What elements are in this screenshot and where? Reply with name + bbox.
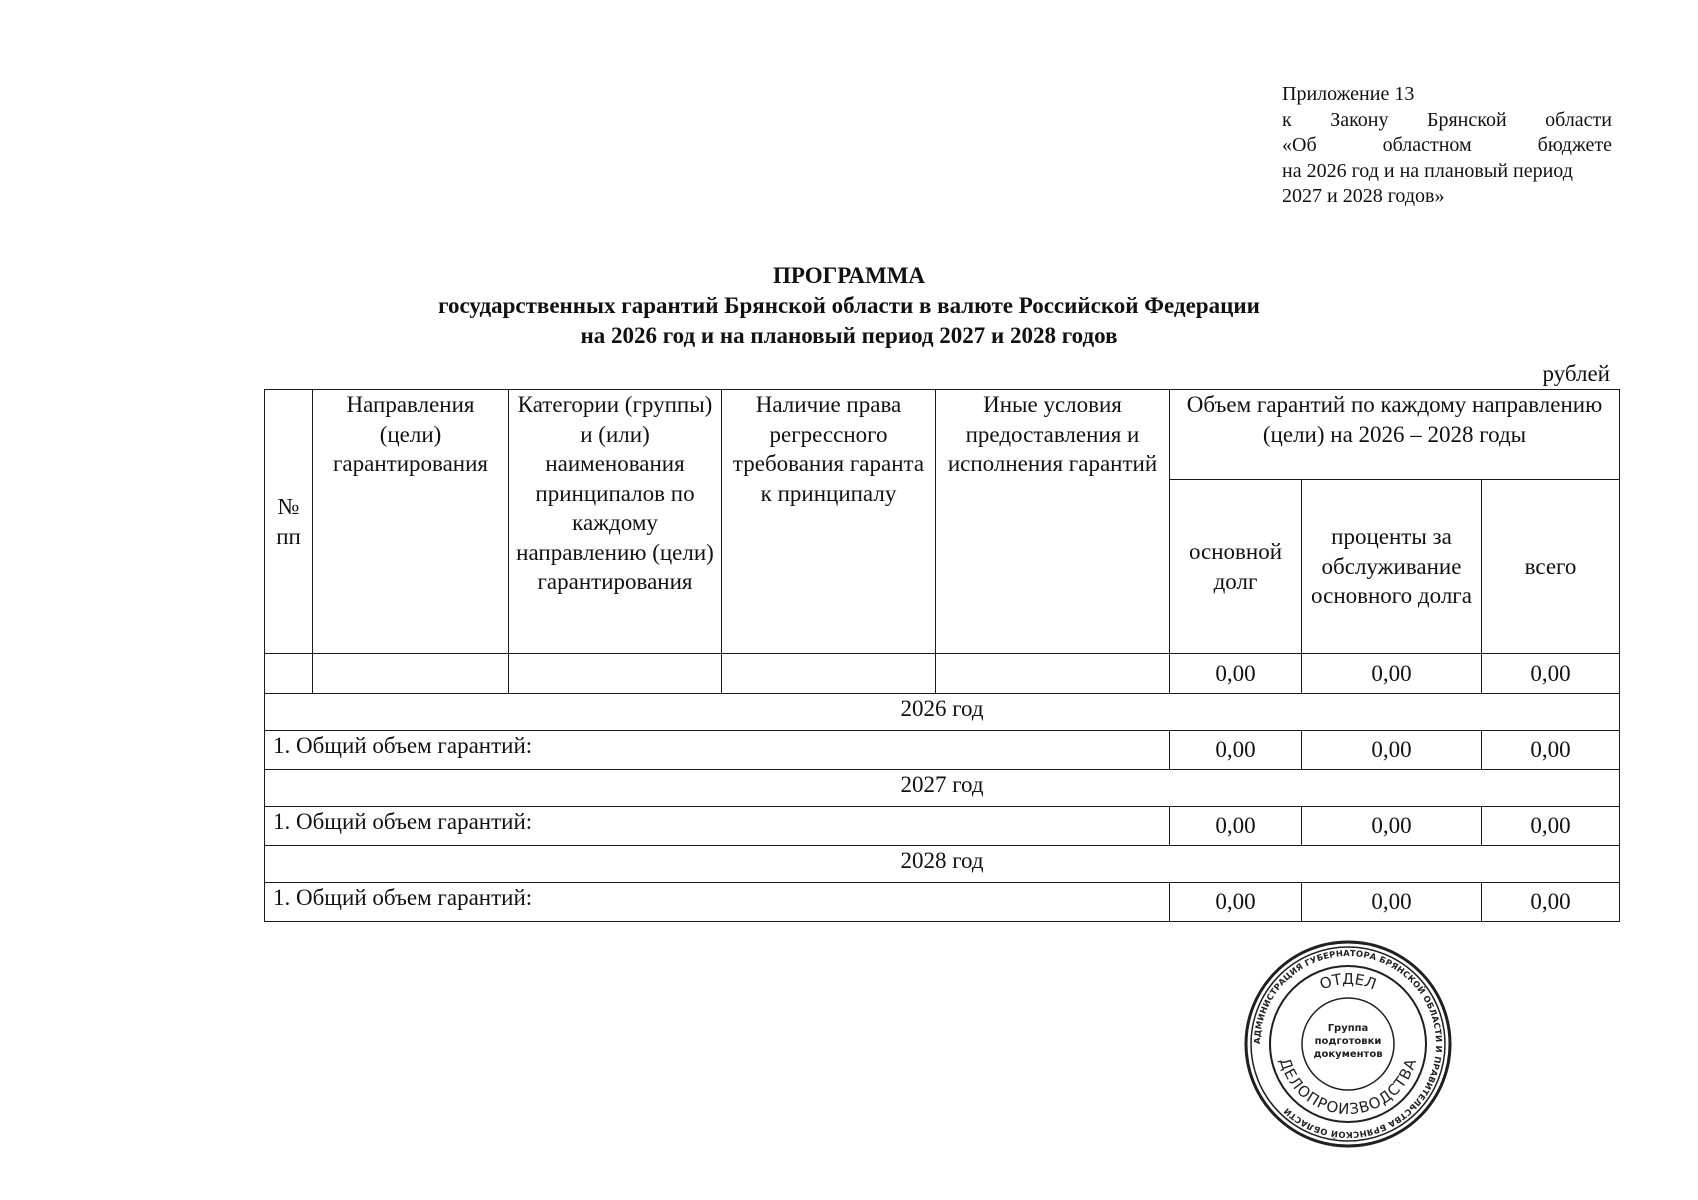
header-categories: Категории (группы) и (или) наименования принципалов по каждому направлению (цели) гарантирования [509,390,722,654]
year-label: 2026 год [265,694,1620,731]
table-header-row [265,390,1620,480]
year-label: 2027 год [265,770,1620,807]
stamp-center-text: Группа подготовки документов [1313,1023,1383,1060]
total-interest: 0,00 [1302,731,1482,770]
stamp-outer-text: АДМИНИСТРАЦИЯ ГУБЕРНАТОРА БРЯНСКОЙ ОБЛАСТИ И ПРАВИТЕЛЬСТВА БРЯНСКОЙ ОБЛАСТИ [1251,947,1445,1141]
appendix-line-4: на 2026 год и на плановый период [1282,159,1573,182]
total-principal: 0,00 [1170,731,1302,770]
total-sum: 0,00 [1482,731,1620,770]
appendix-line-5: 2027 и 2028 годов» [1282,185,1445,207]
header-total: всего [1482,480,1620,654]
total-row-2028 [265,883,1620,922]
year-row-2028 [265,846,1620,883]
cell-number [265,654,313,694]
total-interest: 0,00 [1302,807,1482,846]
stamp-inner-top: ОТДЕЛ [1317,969,1379,994]
total-row-2026 [265,731,1620,770]
total-sum: 0,00 [1482,807,1620,846]
total-label: 1. Общий объем гарантий: [265,807,1170,846]
total-interest: 0,00 [1302,883,1482,922]
department-stamp [1242,938,1454,1150]
document-subtitle-1: государственных гарантий Брянской области в валюте Российской Федерации [438,293,1260,318]
total-principal: 0,00 [1170,807,1302,846]
header-number: № пп [265,390,313,654]
header-volume: Объем гарантий по каждому направлению (цели) на 2026 – 2028 годы [1170,390,1620,480]
header-other-conditions: Иные условия предоставления и исполнения гарантий [936,390,1170,654]
total-row-2027 [265,807,1620,846]
header-directions: Направления (цели) гарантирования [313,390,509,654]
cell-other [936,654,1170,694]
total-label: 1. Общий объем гарантий: [265,731,1170,770]
header-regress: Наличие права регрессного требования гаранта к принципалу [722,390,936,654]
document-subtitle-2: на 2026 год и на плановый период 2027 и 2028 годов [580,323,1118,348]
svg-text:ОТДЕЛ [1317,970,1379,993]
appendix-block [1282,82,1612,210]
appendix-line-2: к Закону Брянской области [1282,108,1612,131]
guarantees-table [264,389,1620,922]
stamp-inner-bottom: ДЕЛОПРОИЗВОДСТВА [1275,1055,1421,1119]
total-label: 1. Общий объем гарантий: [265,883,1170,922]
header-principal: основной долг [1170,480,1302,654]
cell-interest: 0,00 [1302,654,1482,694]
table-row [265,654,1620,694]
appendix-line-1: Приложение 13 [1282,83,1415,105]
cell-regress [722,654,936,694]
header-interest: проценты за обслуживание основного долга [1302,480,1482,654]
appendix-line-3: «Об областном бюджете [1282,134,1612,156]
year-label: 2028 год [265,846,1620,883]
total-sum: 0,00 [1482,883,1620,922]
year-row-2026 [265,694,1620,731]
cell-directions [313,654,509,694]
units-label: рублей [1542,361,1610,386]
year-row-2027 [265,770,1620,807]
cell-principal: 0,00 [1170,654,1302,694]
cell-categories [509,654,722,694]
cell-total: 0,00 [1482,654,1620,694]
document-title: ПРОГРАММА [772,263,926,288]
total-principal: 0,00 [1170,883,1302,922]
